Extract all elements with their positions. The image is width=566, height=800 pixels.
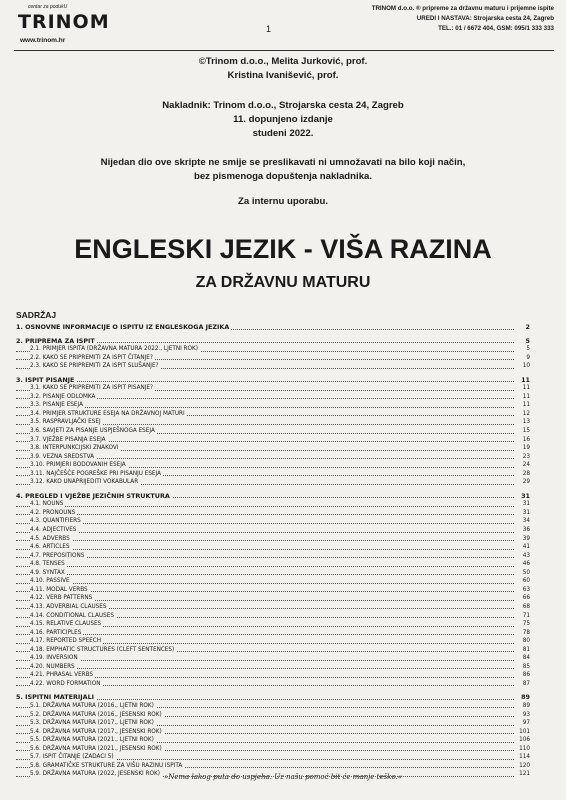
toc-entry-title: 3. ISPIT PISANJE <box>16 375 75 384</box>
toc-leader-dots <box>16 549 514 550</box>
toc-entry-title: 5. ISPITNI MATERIJALI <box>16 693 95 702</box>
toc-entry-title: 5.4. DRŽAVNA MATURA (2017., JESENSKI ROK) <box>30 728 162 735</box>
toc-entry-page: 24 <box>522 462 530 469</box>
toc-entry[interactable] <box>16 492 530 501</box>
toc-entry-page: 120 <box>519 762 530 769</box>
toc-entry[interactable] <box>16 711 530 720</box>
toc-entry[interactable] <box>16 418 530 427</box>
toc-entry-page: 86 <box>522 672 530 679</box>
toc-entry[interactable] <box>16 461 530 470</box>
toc-leader-dots <box>16 660 514 661</box>
toc-entry-page: 29 <box>522 479 530 486</box>
toc-entry[interactable] <box>16 535 530 544</box>
toc-leader-dots <box>16 514 514 515</box>
toc-entry-page: 28 <box>522 470 530 477</box>
header-address-line: UREDI I NASTAVA: Strojarska cesta 24, Zagreb <box>416 15 554 22</box>
toc-leader-dots <box>16 381 514 382</box>
toc-entry[interactable] <box>16 384 530 393</box>
toc-entry[interactable] <box>16 577 530 586</box>
toc-entry-title: 3.8. INTERPUNKCIJSKI ZNAKOVI <box>30 445 119 452</box>
toc-entry-page: 2 <box>525 323 530 331</box>
toc-entry-title: 4.19. INVERSION <box>30 655 78 662</box>
toc-entry-page: 34 <box>522 518 530 525</box>
toc-entry[interactable] <box>16 500 530 509</box>
toc-entry-title: 5.3. DRŽAVNA MATURA (2017., LJETNI ROK) <box>30 720 154 727</box>
toc-entry-title: 2.3. KAKO SE PRIPREMITI ZA ISPIT SLUŠANJE? <box>30 363 159 370</box>
toc-entry[interactable] <box>16 663 530 672</box>
toc-entry[interactable] <box>16 569 530 578</box>
toc-entry-page: 5 <box>526 346 530 353</box>
date-line: studeni 2022. <box>252 128 314 139</box>
toc-entry-page: 36 <box>522 527 530 534</box>
toc-entry-title: 2.2. KAKO SE PRIPREMITI ZA ISPIT ČITANJE? <box>30 354 153 361</box>
toc-entry[interactable] <box>16 509 530 518</box>
toc-entry-title: 3.9. VEZNA SREDSTVA <box>30 453 95 460</box>
toc-entry-page: 41 <box>522 544 530 551</box>
toc-entry[interactable] <box>16 620 530 629</box>
toc-entry-title: 4.17. REPORTED SPEECH <box>30 638 101 645</box>
toc-entry-page: 85 <box>522 663 530 670</box>
toc-entry-title: 3.2. PISANJE ODLOMKA <box>30 393 96 400</box>
toc-entry-page: 63 <box>522 586 530 593</box>
toc-entry-title: 5.1. DRŽAVNA MATURA (2016., LJETNI ROK) <box>30 702 154 709</box>
toc-leader-dots <box>16 668 514 669</box>
toc-entry-page: 46 <box>522 561 530 568</box>
toc-entry-title: 3.3. PISANJE ESEJA <box>30 402 83 409</box>
toc-entry-title: 4.8. TENSES <box>30 561 65 568</box>
toc-entry-title: 5.7. ISPIT ČITANJE (ZADACI 5) <box>30 754 114 761</box>
toc-entry[interactable] <box>16 702 530 711</box>
toc-entry-title: 5.9. DRŽAVNA MATURA (2022, JESENSKI ROK) <box>30 771 160 778</box>
toc-entry[interactable] <box>16 693 530 702</box>
toc-entry-title: 1. OSNOVNE INFORMACIJE O ISPITU IZ ENGLESKOGA JEZIKA <box>16 323 230 331</box>
publisher-line: Nakladnik: Trinom d.o.o., Strojarska cesta 24, Zagreb <box>162 100 404 111</box>
toc-entry[interactable] <box>16 594 530 603</box>
internal-use-line: Za internu uporabu. <box>237 196 329 207</box>
toc-entry-title: 3.12. KAKO UNAPRIJEDITI VOKABULAR <box>30 479 139 486</box>
toc-entry-page: 68 <box>522 603 530 610</box>
toc-entry[interactable] <box>16 753 530 762</box>
toc-entry-page: 15 <box>522 428 530 435</box>
toc-entry[interactable] <box>16 354 530 363</box>
toc-entry-title: 4.18. EMPHATIC STRUCTURES (CLEFT SENTENCES) <box>30 646 175 653</box>
toc-entry-title: 5.6. DRŽAVNA MATURA (2021., JESENSKI ROK) <box>30 745 162 752</box>
toc-entry[interactable] <box>16 629 530 638</box>
toc-entry-page: 11 <box>522 385 530 392</box>
toc-entry-page: 93 <box>522 711 530 718</box>
toc-entry[interactable] <box>16 345 530 354</box>
toc-entry[interactable] <box>16 393 530 402</box>
toc-entry-page: 39 <box>522 535 530 542</box>
toc-entry-page: 78 <box>522 629 530 636</box>
toc-entry-page: 16 <box>522 436 530 443</box>
toc-entry-page: 11 <box>522 402 530 409</box>
edition-line: 11. dopunjeno izdanje <box>233 114 333 125</box>
toc-entry-title: 3.1. KAKO SE PRIPREMITI ZA ISPIT PISANJE? <box>30 385 154 392</box>
toc-entry[interactable] <box>16 586 530 595</box>
toc-leader-dots <box>16 634 514 635</box>
toc-entry-title: 4.7. PREPOSITIONS <box>30 552 85 559</box>
table-of-contents <box>16 323 530 779</box>
toc-entry[interactable] <box>16 646 530 655</box>
header-company-line: TRINOM d.o.o. ® pripreme za državnu maturu i prijemne ispite <box>371 5 554 12</box>
toc-entry-page: 81 <box>522 646 530 653</box>
toc-entry[interactable] <box>16 526 530 535</box>
toc-entry[interactable] <box>16 728 530 737</box>
toc-leader-dots <box>16 574 514 575</box>
toc-entry-title: 4.13. ADVERBIAL CLAUSES <box>30 603 107 610</box>
copyright-line-2: bez pismenoga dopuštenja nakladnika. <box>193 171 373 182</box>
page-header <box>14 4 554 48</box>
toc-entry-title: 5.5. DRŽAVNA MATURA (2021., LJETNI ROK) <box>30 737 154 744</box>
toc-entry-title: 4.2. PRONOUNS <box>30 509 76 516</box>
toc-entry[interactable] <box>16 719 530 728</box>
copyright-line-1: Nijedan dio ove skripte ne smije se preslikavati ni umnožavati na bilo koji način, <box>100 157 466 168</box>
toc-leader-dots <box>16 557 514 558</box>
toc-entry-title: 4.22. WORD FORMATION <box>30 680 101 687</box>
toc-entry-title: 4.3. QUANTIFIERS <box>30 518 81 525</box>
toc-leader-dots <box>16 540 514 541</box>
toc-entry-title: 3.10. PRIMJERI BODOVANIH ESEJA <box>30 462 126 469</box>
toc-leader-dots <box>16 591 514 592</box>
authors-line-2: Kristina Ivanišević, prof. <box>227 70 339 81</box>
toc-entry-page: 75 <box>522 621 530 628</box>
toc-entry[interactable] <box>16 444 530 453</box>
toc-entry-page: 101 <box>519 728 530 735</box>
toc-leader-dots <box>16 566 514 567</box>
header-phone-line: TEL.: 01 / 6672 404, GSM: 095/1 333 333 <box>438 25 554 32</box>
toc-entry[interactable] <box>16 517 530 526</box>
logo-url: www.trinom.hr <box>20 37 66 44</box>
logo-name: TRINOM <box>18 11 110 33</box>
toc-entry[interactable] <box>16 410 530 419</box>
toc-entry-title: 4.11. MODAL VERBS <box>30 586 88 593</box>
toc-entry-page: 114 <box>519 754 530 761</box>
toc-entry-page: 31 <box>521 491 530 500</box>
toc-entry-page: 31 <box>522 509 530 516</box>
toc-entry-page: 89 <box>521 693 530 702</box>
toc-entry[interactable] <box>16 543 530 552</box>
toc-entry-page: 12 <box>522 410 530 417</box>
toc-entry-title: 4.12. VERB PATTERNS <box>30 595 93 602</box>
toc-entry[interactable] <box>16 453 530 462</box>
toc-entry[interactable] <box>16 603 530 612</box>
toc-entry-title: 3.7. VJEŽBE PISANJA ESEJA <box>30 436 106 443</box>
toc-entry-page: 10 <box>522 363 530 370</box>
toc-entry-page: 13 <box>522 419 530 426</box>
toc-entry-title: 4.6. ARTICLES <box>30 544 70 551</box>
toc-leader-dots <box>16 532 514 533</box>
toc-leader-dots <box>16 583 514 584</box>
logo-tagline: centar za podukU <box>28 4 68 10</box>
toc-entry[interactable] <box>16 637 530 646</box>
toc-entry-page: 106 <box>519 737 530 744</box>
toc-entry-title: 3.11. NAJČEŠĆE POGREŠKE PRI PISANJU ESEJA <box>30 470 161 477</box>
toc-entry-page: 31 <box>522 501 530 508</box>
toc-entry[interactable] <box>16 654 530 663</box>
toc-entry-title: 4.4. ADJECTIVES <box>30 527 77 534</box>
toc-entry-page: 50 <box>522 569 530 576</box>
toc-entry[interactable] <box>16 745 530 754</box>
trinom-logo <box>14 4 110 48</box>
toc-entry-page: 89 <box>522 702 530 709</box>
toc-entry[interactable] <box>16 478 530 487</box>
header-divider <box>14 50 554 51</box>
toc-heading: SADRŽAJ <box>16 310 57 320</box>
toc-entry-page: 5 <box>525 336 530 345</box>
toc-entry-page: 97 <box>522 720 530 727</box>
toc-entry-title: 4.16. PARTICIPLES <box>30 629 82 636</box>
toc-entry-title: 2. PRIPREMA ZA ISPIT <box>16 336 95 345</box>
toc-entry-title: 4.20. NUMBERS <box>30 663 75 670</box>
toc-leader-dots <box>16 506 514 507</box>
toc-entry-page: 19 <box>522 445 530 452</box>
toc-entry-title: 4.1. NOUNS <box>30 501 64 508</box>
toc-entry-title: 4.5. ADVERBS <box>30 535 70 542</box>
toc-entry[interactable] <box>16 671 530 680</box>
toc-entry[interactable] <box>16 436 530 445</box>
toc-entry-page: 71 <box>522 612 530 619</box>
toc-entry-title: 2.1. PRIMJER ISPITA (DRŽAVNA MATURA 2022., LJETNI ROK) <box>30 346 198 353</box>
toc-leader-dots <box>16 523 514 524</box>
toc-entry[interactable] <box>16 680 530 689</box>
toc-entry-title: 3.5. RASPRAVLJAČKI ESEJ <box>30 419 101 426</box>
toc-entry[interactable] <box>16 337 530 346</box>
authors-line-1: ©Trinom d.o.o., Melita Jurković, prof. <box>198 56 368 67</box>
toc-entry-title: 4. PREGLED I VJEŽBE JEZIČNIH STRUKTURA <box>16 491 170 500</box>
toc-entry-title: 4.9. SYNTAX <box>30 569 65 576</box>
toc-entry-page: 87 <box>522 680 530 687</box>
toc-entry[interactable] <box>16 736 530 745</box>
document-subtitle: ZA DRŽAVNU MATURU <box>195 274 371 291</box>
page-number: 1 <box>266 24 272 34</box>
toc-entry-title: 3.6. SAVJETI ZA PISANJE USPJEŠNOGA ESEJA <box>30 428 155 435</box>
toc-entry[interactable] <box>16 762 530 771</box>
toc-entry[interactable] <box>16 362 530 371</box>
toc-entry-page: 110 <box>519 745 530 752</box>
toc-entry[interactable] <box>16 552 530 561</box>
toc-entry-title: 4.14. CONDITIONAL CLAUSES <box>30 612 114 619</box>
toc-leader-dots <box>16 407 514 408</box>
toc-entry-title: 4.21. PHRASAL VERBS <box>30 672 94 679</box>
toc-entry-title: 5.8. GRAMATIČKE STRUKTURE ZA VIŠU RAZINU ISPITA <box>30 762 183 769</box>
toc-entry-page: 23 <box>522 453 530 460</box>
header-contact <box>294 4 554 34</box>
toc-entry-page: 9 <box>526 354 530 361</box>
toc-entry-page: 43 <box>522 552 530 559</box>
toc-entry-page: 121 <box>519 771 530 778</box>
toc-entry-page: 66 <box>522 595 530 602</box>
toc-entry-page: 60 <box>522 578 530 585</box>
toc-entry-title: 4.15. RELATIVE CLAUSES <box>30 621 102 628</box>
toc-entry-page: 80 <box>522 638 530 645</box>
toc-entry[interactable] <box>16 376 530 385</box>
toc-entry-page: 84 <box>522 655 530 662</box>
footer-motto: »Nema lakog puta do uspjeha. Uz našu pomoć bit će manje teško.« <box>163 773 403 781</box>
toc-entry[interactable] <box>16 323 530 332</box>
toc-entry[interactable] <box>16 427 530 436</box>
toc-entry[interactable] <box>16 401 530 410</box>
toc-entry-title: 4.10. PASSIVE <box>30 578 70 585</box>
toc-entry[interactable] <box>16 560 530 569</box>
toc-entry-title: 5.2. DRŽAVNA MATURA (2016., JESENSKI ROK) <box>30 711 162 718</box>
toc-entry-page: 11 <box>522 393 530 400</box>
document-title: ENGLESKI JEZIK - VIŠA RAZINA <box>74 234 492 264</box>
toc-entry[interactable] <box>16 612 530 621</box>
toc-entry-title: 3.4. PRIMJER STRUKTURE ESEJA NA DRŽAVNOJ MATURI <box>30 410 185 417</box>
toc-entry-page: 11 <box>521 375 530 384</box>
toc-entry[interactable] <box>16 470 530 479</box>
